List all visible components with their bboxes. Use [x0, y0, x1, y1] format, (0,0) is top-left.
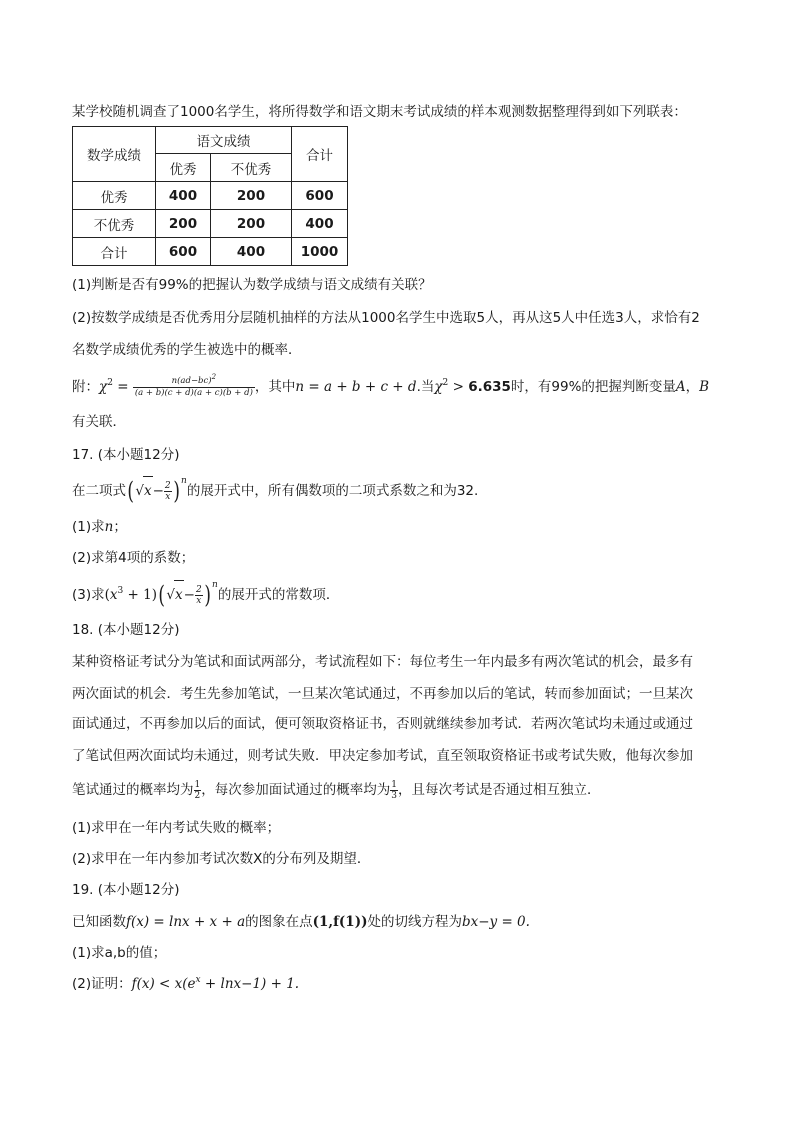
q16-part2-line1: (2)按数学成绩是否优秀用分层随机抽样的方法从1000名学生中选取5人，再从这5人中任选3人，求恰有2 [72, 310, 700, 326]
q18-line2: 两次面试的机会．考生先参加笔试，一旦某次笔试通过，不再参加以后的笔试，转而参加面试；一旦某次 [72, 686, 693, 702]
q18-part2: (2)求甲在一年内参加考试次数X的分布列及期望． [72, 851, 371, 867]
intro-text: 某学校随机调查了1000名学生，将所得数学和语文期末考试成绩的样本观测数据整理得到如下列联表： [72, 104, 687, 120]
q18-line1: 某种资格证考试分为笔试和面试两部分，考试流程如下：每位考生一年内最多有两次笔试的机会，最多有 [72, 654, 693, 670]
contingency-table [72, 126, 348, 266]
table-cell: 200 [211, 182, 292, 210]
table-cell: 1000 [292, 238, 348, 266]
table-cell: 200 [156, 210, 211, 238]
q18-line5: 笔试通过的概率均为 $\frac{1}{2}$ ，每次参加面试通过的概率均为 $\frac{1}{3}$ ，且每次考试是否通过相互独立． [72, 779, 601, 801]
q18-part1: (1)求甲在一年内考试失败的概率； [72, 820, 281, 836]
table-total-header: 合计 [292, 127, 348, 182]
q18-header: 18. (本小题12分) [72, 622, 180, 638]
q19-header: 19. (本小题12分) [72, 882, 180, 898]
table-cell: 200 [211, 210, 292, 238]
row-label: 不优秀 [73, 210, 156, 238]
q19-part2: (2)证明：$f(x) < x(e^x + \ln x-1) + 1$. [72, 975, 300, 992]
table-cell: 400 [292, 210, 348, 238]
q16-appendix-line2: 有关联． [72, 414, 126, 430]
threshold-value: 6.635 [468, 379, 511, 395]
q19-stem: 已知函数f(x) = lnx + x + a的图象在点(1,f(1))处的切线方程为bx−y = 0. [72, 914, 530, 930]
table-cell: 600 [292, 182, 348, 210]
row-label: 合计 [73, 238, 156, 266]
chi-square-fraction: $\frac{n(ad-bc)^2}{(a + b)(c + d)(a + c)(b + d)}$ [134, 372, 253, 398]
table-cell: 400 [156, 182, 211, 210]
table-col-header: 不优秀 [211, 154, 292, 182]
table-group-header: 语文成绩 [156, 127, 292, 154]
q18-line3: 面试通过，不再参加以后的面试，便可领取资格证书，否则就继续参加考试．若两次笔试均未通过或通过 [72, 716, 693, 732]
appendix-label: 附： [72, 379, 99, 395]
q17-part3: (3)求$(x^3 + 1)(√x-$ $\frac{2}{x}$ )$^n$的展开式的常数项． [72, 580, 340, 609]
q16-part1: (1)判断是否有99%的把握认为数学成绩与语文成绩有关联？ [72, 277, 432, 293]
q17-stem: 在二项式(√x− $\frac{2}{x}$ )$^n$的展开式中，所有偶数项的二项式系数之和为32. [72, 476, 479, 505]
where-text: ，其中 [254, 379, 296, 395]
table-row [73, 238, 348, 266]
q18-line4: 了笔试但两次面试均未通过，则考试失败．甲决定参加考试，直至领取资格证书或考试失败，他每次参加 [72, 748, 693, 764]
q16-part2-line2: 名数学成绩优秀的学生被选中的概率． [72, 342, 302, 358]
table-col-header: 优秀 [156, 154, 211, 182]
table-corner: 数学成绩 [73, 127, 156, 182]
when-text: .当 [416, 379, 435, 395]
q19-part1: (1)求a,b的值； [72, 945, 167, 961]
table-cell: 600 [156, 238, 211, 266]
conclusion-text: 时，有99%的把握判断变量 [510, 379, 676, 395]
table-row [73, 210, 348, 238]
table-row [73, 182, 348, 210]
q17-part2: (2)求第4项的系数； [72, 550, 195, 566]
q17-header: 17. (本小题12分) [72, 447, 180, 463]
q16-appendix: 附：$\chi^2$ = $\frac{n(ad-bc)^2}{(a + b)(c + d)(a + c)(b + d)}$ ，其中n = a + b + c + d.当$\chi^2 > 6.635$时，有99%的把握判断变量A，B [72, 372, 710, 398]
q17-part1: (1)求n； [72, 519, 127, 535]
n-formula: n = a + b + c + d [295, 379, 417, 395]
row-label: 优秀 [73, 182, 156, 210]
table-cell: 400 [211, 238, 292, 266]
